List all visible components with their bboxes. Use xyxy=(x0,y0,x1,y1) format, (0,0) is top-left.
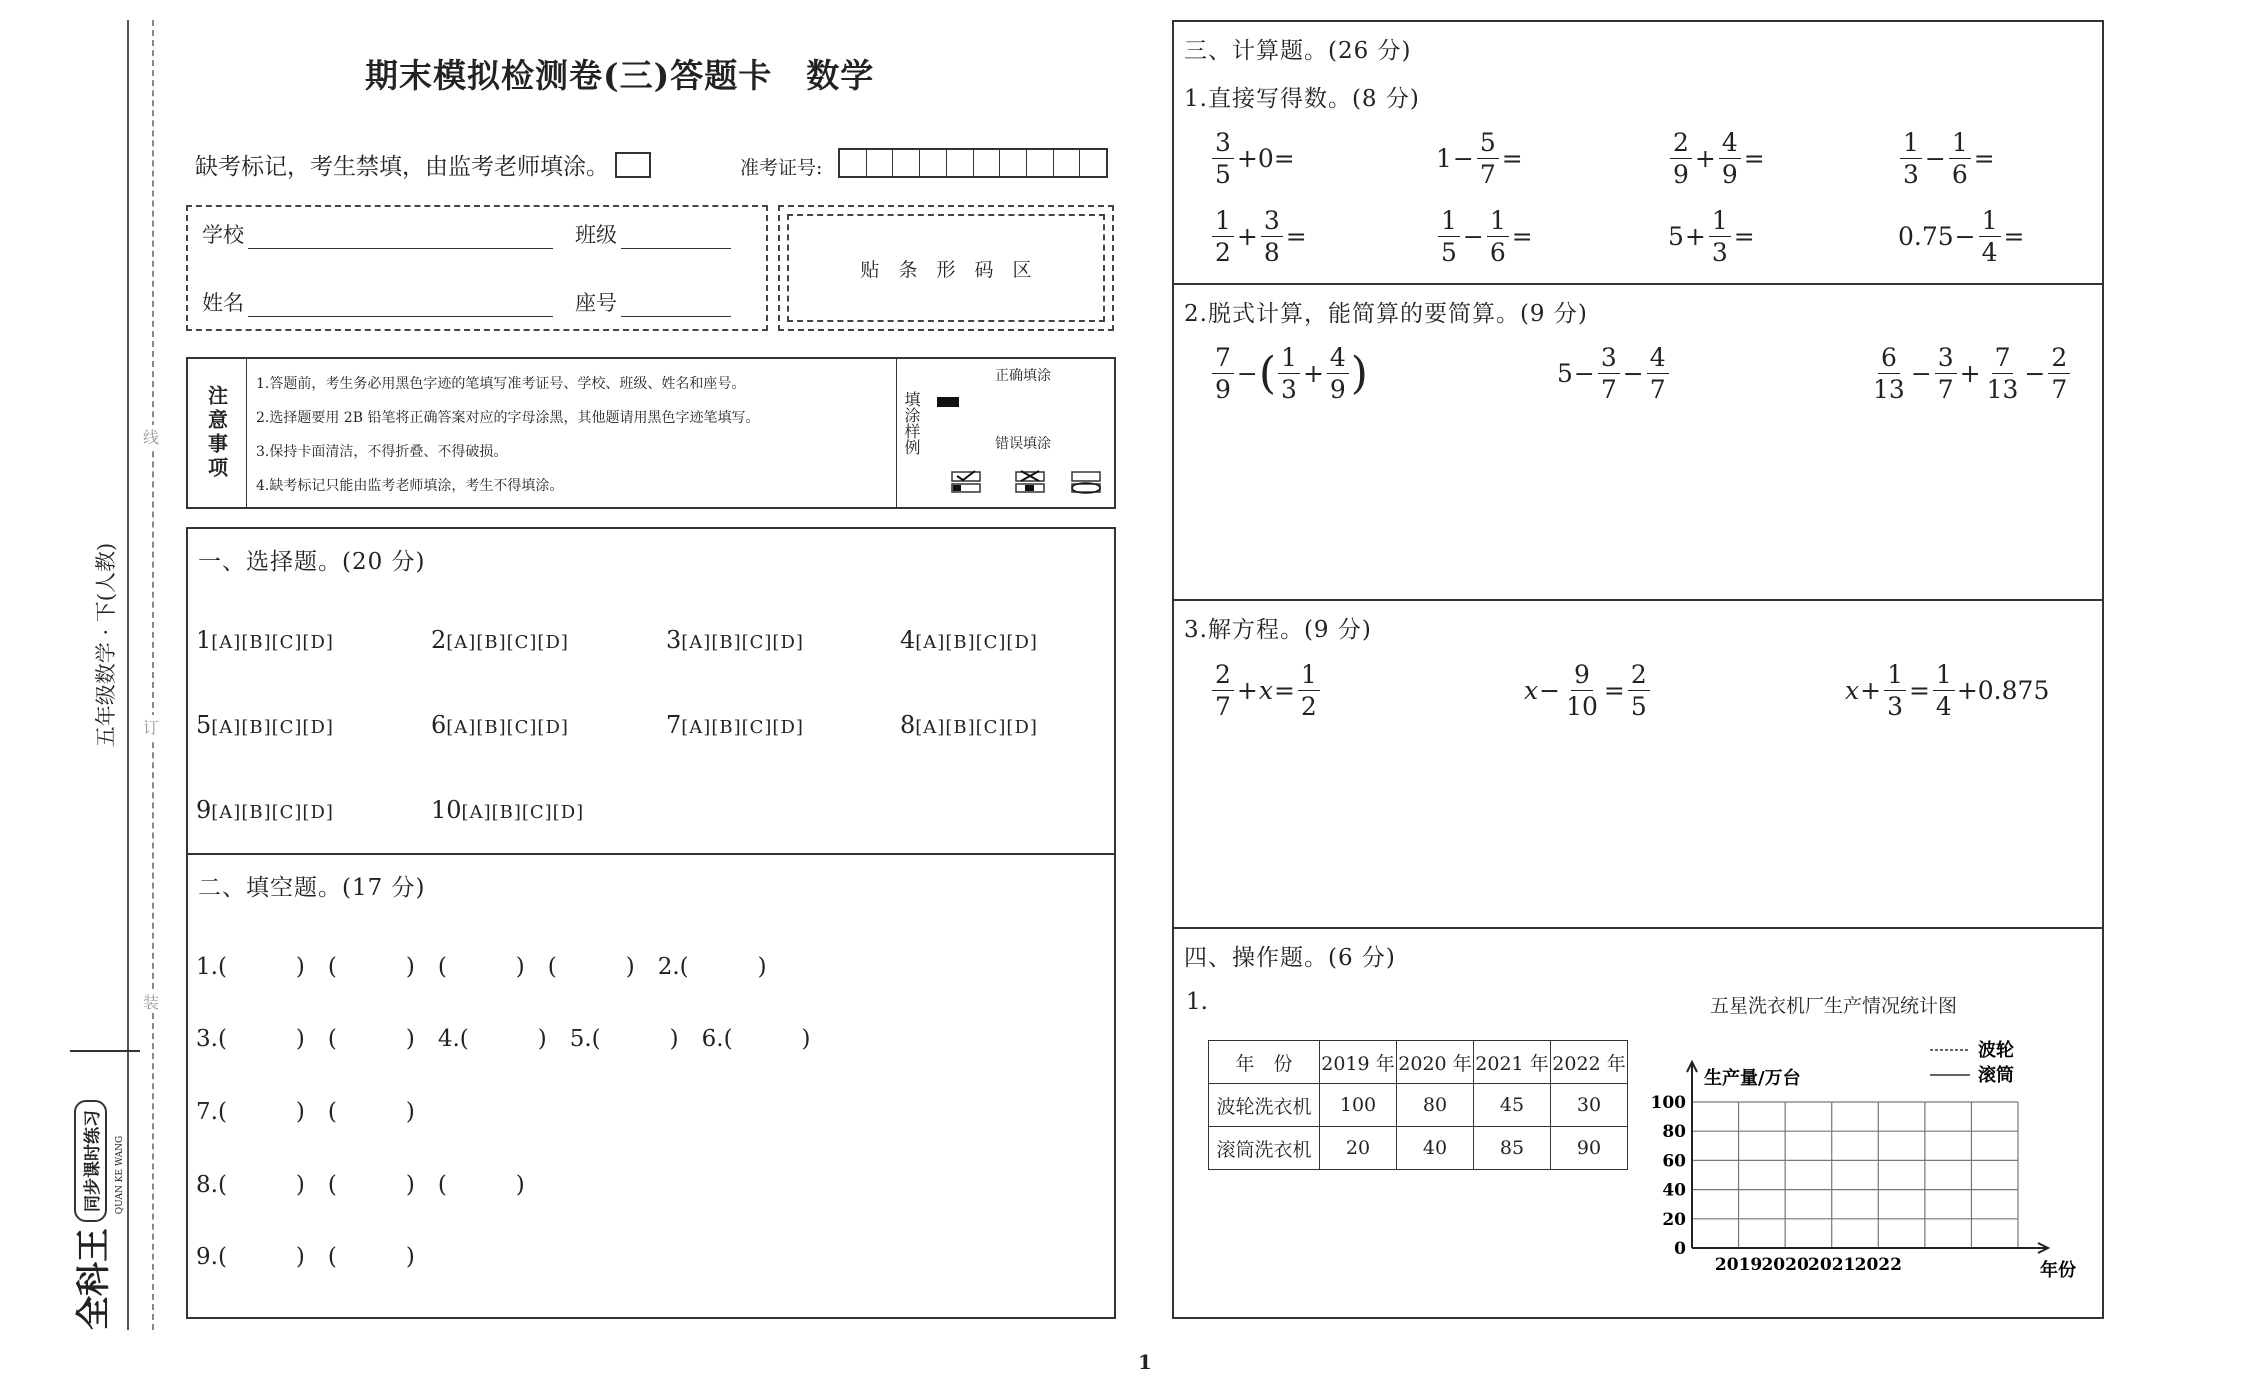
table-cell: 40 xyxy=(1397,1127,1474,1170)
grade-label: 五年级数学 · 下(人教) xyxy=(94,542,118,748)
cut-line-label-pack: 装 xyxy=(143,990,159,1013)
chart-x-tick-label: 2021 xyxy=(1808,1255,1856,1275)
correct-label: 正确填涂 xyxy=(995,368,1051,384)
chart-x-tick-label: 2020 xyxy=(1761,1255,1809,1275)
calc-q1-item-6: $\frac{1}{5}$ − $\frac{1}{6}$ = xyxy=(1436,208,1534,265)
brand-pinyin: QUAN KE WANG xyxy=(115,1135,125,1215)
name-label: 姓名 xyxy=(202,291,244,315)
table-cell: 100 xyxy=(1320,1084,1397,1127)
chart-x-tick-label: 2019 xyxy=(1714,1255,1763,1275)
table-cell: 85 xyxy=(1474,1127,1551,1170)
chart-legend-label: 滚筒 xyxy=(1978,1065,2014,1086)
fill-row-4[interactable]: 8.( ) ( ) ( ) xyxy=(196,1172,525,1198)
choice-q8[interactable]: 8[A][B][C][D] xyxy=(900,711,1038,739)
notice-item-2: 2.选择题要用 2B 铅笔将正确答案对应的字母涂黑，其他题请用黑色字迹笔填写。 xyxy=(256,410,760,426)
seat-label: 座号 xyxy=(575,291,617,315)
calc-q3-item-2: x − $\frac{9}{10}$ = $\frac{2}{5}$ xyxy=(1524,662,1652,719)
student-info-box xyxy=(186,205,768,331)
page-title: 期末模拟检测卷(三)答题卡 数学 xyxy=(365,56,875,95)
table-header-cell: 2022 年 xyxy=(1551,1041,1628,1084)
cut-line-label-line: 线 xyxy=(143,425,159,448)
correct-sample-icon xyxy=(937,397,959,407)
calc-section-q3 xyxy=(1172,599,2104,929)
calc-q2-item-2: 5 − $\frac{3}{7}$ − $\frac{4}{7}$ xyxy=(1557,345,1671,402)
absent-mark-box[interactable] xyxy=(615,152,651,178)
chart-x-axis-title: 年份 xyxy=(2040,1260,2076,1281)
exam-id-boxes[interactable] xyxy=(838,148,1108,178)
choice-q3[interactable]: 3[A][B][C][D] xyxy=(666,626,804,654)
brand-underline xyxy=(70,1050,140,1052)
page-number: 1 xyxy=(1138,1350,1152,1374)
table-cell: 80 xyxy=(1397,1084,1474,1127)
chart-x-tick-label: 2022 xyxy=(1854,1255,1902,1275)
table-row-label: 滚筒洗衣机 xyxy=(1209,1127,1320,1170)
calc-q2-title: 2.脱式计算，能简算的要简算。(9 分) xyxy=(1184,301,1588,327)
wrong-sample-circle-icon xyxy=(1071,471,1101,493)
notice-title-col xyxy=(188,359,247,507)
chart-y-tick-label: 80 xyxy=(1662,1122,1686,1143)
barcode-area xyxy=(778,205,1114,331)
fill-row-5[interactable]: 9.( ) ( ) xyxy=(196,1244,415,1270)
calc-q2-item-3: $\frac{6}{13}$ − $\frac{3}{7}$ + $\frac{7}{13}$ − $\frac{2}{7}$ xyxy=(1868,345,2072,402)
table-header-cell: 2019 年 xyxy=(1320,1041,1397,1084)
brand-logo xyxy=(60,1070,120,1330)
chart-y-axis-title: 生产量/万台 xyxy=(1704,1068,1801,1089)
choice-q9[interactable]: 9[A][B][C][D] xyxy=(196,796,334,824)
school-field[interactable] xyxy=(248,226,553,249)
table-row-label: 波轮洗衣机 xyxy=(1209,1084,1320,1127)
table-header-cell: 2021 年 xyxy=(1474,1041,1551,1084)
calc-q3-title: 3.解方程。(9 分) xyxy=(1184,617,1372,643)
calc-q1-item-5: $\frac{1}{2}$ + $\frac{3}{8}$ = xyxy=(1210,208,1308,265)
class-label: 班级 xyxy=(575,223,617,247)
absent-note xyxy=(195,148,651,181)
chart-y-tick-label: 0 xyxy=(1674,1239,1686,1259)
choice-q1[interactable]: 1[A][B][C][D] xyxy=(196,626,334,654)
cut-line-outer xyxy=(127,20,129,1330)
wrong-sample-cross-icon xyxy=(1015,471,1045,493)
table-cell: 30 xyxy=(1551,1084,1628,1127)
school-label: 学校 xyxy=(202,223,244,247)
chart-legend-label: 波轮 xyxy=(1978,1040,2014,1061)
production-chart[interactable] xyxy=(1640,1030,2076,1295)
choice-q7[interactable]: 7[A][B][C][D] xyxy=(666,711,804,739)
chart-y-tick-label: 60 xyxy=(1662,1151,1686,1172)
chart-title: 五星洗衣机厂生产情况统计图 xyxy=(1710,995,1958,1017)
choice-q4[interactable]: 4[A][B][C][D] xyxy=(900,626,1038,654)
calc-q1-item-2: 1 − $\frac{5}{7}$ = xyxy=(1436,128,1523,189)
choice-q5[interactable]: 5[A][B][C][D] xyxy=(196,711,334,739)
choice-title: 一、选择题。(20 分) xyxy=(198,549,426,575)
calc-q3-item-3: x + $\frac{1}{3}$ = $\frac{1}{4}$ +0.875 xyxy=(1845,660,2050,721)
calc-q1-item-1: $\frac{3}{5}$ +0= xyxy=(1210,130,1296,187)
cut-line-dashed xyxy=(152,20,154,1330)
calc-q1-item-7: 5 + $\frac{1}{3}$ = xyxy=(1668,206,1755,267)
barcode-label: 贴 条 形 码 区 xyxy=(787,214,1105,322)
calc-q1-item-4: $\frac{1}{3}$ − $\frac{1}{6}$ = xyxy=(1898,130,1996,187)
choice-q6[interactable]: 6[A][B][C][D] xyxy=(431,711,569,739)
brand-name: 全科王 xyxy=(73,1228,114,1330)
cut-line-label-bind: 订 xyxy=(143,715,159,738)
chart-y-tick-label: 40 xyxy=(1662,1180,1686,1201)
calc-q2-item-1: $\frac{7}{9}$ − ( $\frac{1}{3}$ + $\frac{4}{9}$ ) xyxy=(1210,345,1368,402)
calc-section-q2 xyxy=(1172,283,2104,601)
calc-q1-item-8: 0.75 − $\frac{1}{4}$ = xyxy=(1898,206,2025,267)
notice-item-1: 1.答题前，考生务必用黑色字迹的笔填写准考证号、学校、班级、姓名和座号。 xyxy=(256,376,746,392)
fill-row-3[interactable]: 7.( ) ( ) xyxy=(196,1099,415,1125)
table-header-cell: 年 份 xyxy=(1209,1041,1320,1084)
chart-y-tick-label: 100 xyxy=(1650,1093,1686,1113)
notice-item-4: 4.缺考标记只能由监考老师填涂，考生不得填涂。 xyxy=(256,478,564,494)
calc-title: 三、计算题。(26 分) xyxy=(1184,38,1412,64)
fill-row-2[interactable]: 3.( ) ( ) 4.( ) 5.( ) 6.( ) xyxy=(196,1026,811,1052)
table-header-cell: 2020 年 xyxy=(1397,1041,1474,1084)
operate-q-label: 1. xyxy=(1186,989,1208,1015)
notice-box xyxy=(186,357,1116,509)
exam-id-label: 准考证号: xyxy=(740,157,823,179)
table-cell: 90 xyxy=(1551,1127,1628,1170)
fill-title: 二、填空题。(17 分) xyxy=(198,875,426,901)
name-field[interactable] xyxy=(248,294,553,317)
choice-q10[interactable]: 10[A][B][C][D] xyxy=(431,796,585,824)
table-cell: 45 xyxy=(1474,1084,1551,1127)
class-field[interactable] xyxy=(621,226,731,249)
sample-title: 填涂样例 xyxy=(902,391,921,455)
production-table xyxy=(1208,1040,1628,1170)
choice-q2[interactable]: 2[A][B][C][D] xyxy=(431,626,569,654)
seat-field[interactable] xyxy=(621,294,731,317)
absent-note-text: 缺考标记，考生禁填，由监考老师填涂。 xyxy=(195,154,609,180)
operate-title: 四、操作题。(6 分) xyxy=(1184,945,1396,971)
fill-row-1[interactable]: 1.( ) ( ) ( ) ( ) 2.( ) xyxy=(196,954,767,980)
notice-item-3: 3.保持卡面清洁，不得折叠、不得破损。 xyxy=(256,444,508,460)
wrong-label: 错误填涂 xyxy=(995,436,1051,452)
notice-items xyxy=(256,367,759,503)
calc-q3-item-1: $\frac{2}{7}$ + x = $\frac{1}{2}$ xyxy=(1210,662,1322,719)
table-cell: 20 xyxy=(1320,1127,1397,1170)
sample-col xyxy=(896,359,1115,507)
brand-sub: 同步课时练习 xyxy=(74,1100,107,1222)
wrong-sample-check-icon xyxy=(951,471,981,493)
calc-q1-title: 1.直接写得数。(8 分) xyxy=(1184,86,1420,112)
notice-title: 注意事项 xyxy=(204,385,229,481)
chart-y-tick-label: 20 xyxy=(1662,1209,1686,1230)
calc-q1-item-3: $\frac{2}{9}$ + $\frac{4}{9}$ = xyxy=(1668,130,1766,187)
